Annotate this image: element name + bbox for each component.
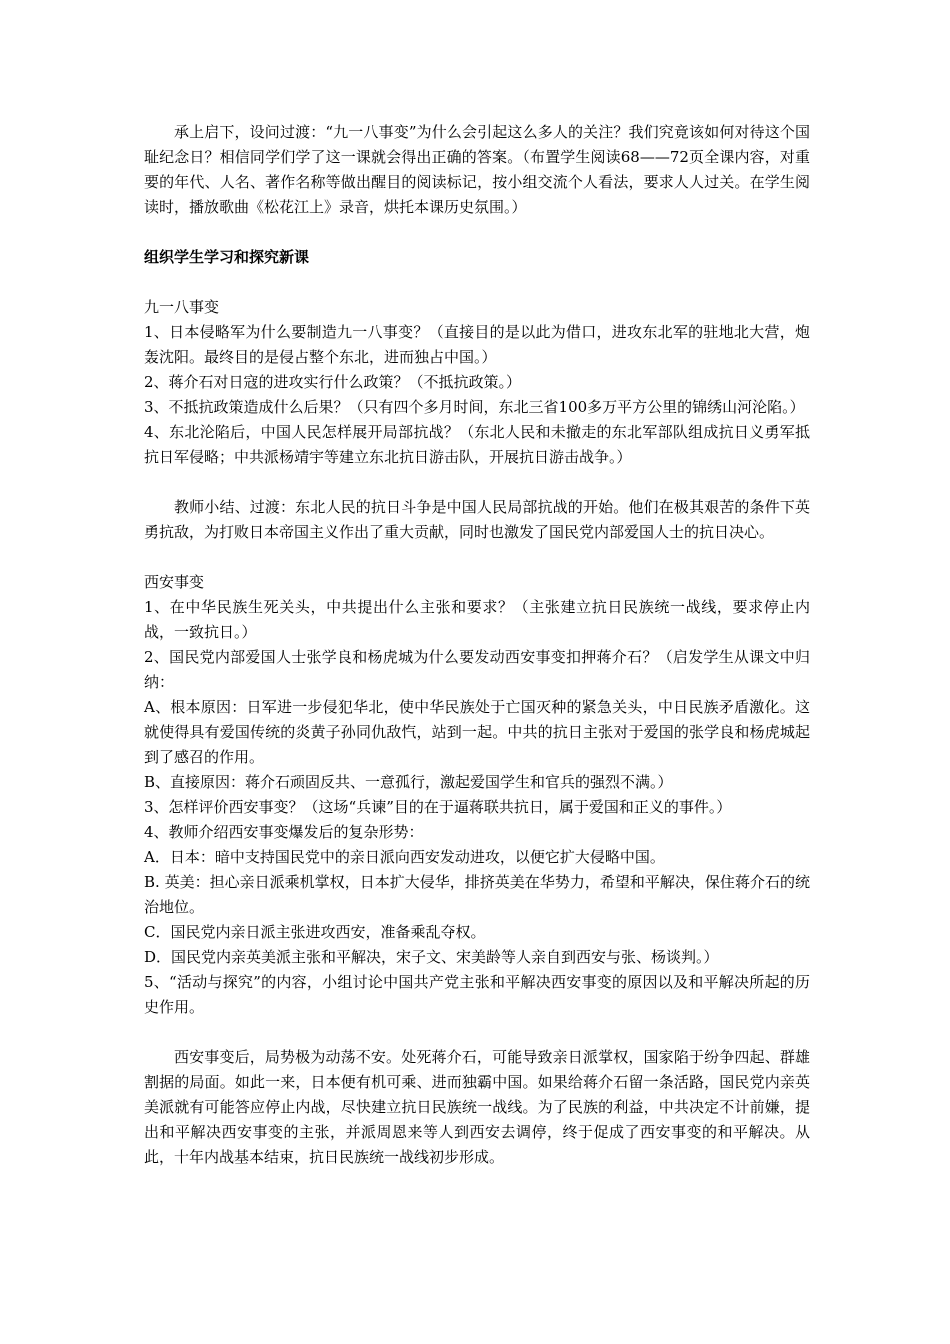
list-item: 2、蒋介石对日寇的进攻实行什么政策？（不抵抗政策。） <box>144 373 522 391</box>
teacher-summary-1: 教师小结、过渡：东北人民的抗日斗争是中国人民局部抗战的开始。他们在极其艰苦的条件下英勇抗敌，为打败日本帝国主义作出了重大贡献，同时也激发了国民党内部爱国人士的抗日决心。 <box>144 498 810 541</box>
list-item: D．国民党内亲英美派主张和平解决，宋子文、宋美龄等人亲自到西安与张、杨谈判。） <box>144 948 719 966</box>
list-item: C．国民党内亲日派主张进攻西安，准备乘乱夺权。 <box>144 923 486 941</box>
list-item: A．日本：暗中支持国民党中的亲日派向西安发动进攻，以便它扩大侵略中国。 <box>144 848 665 866</box>
list-item: 1、在中华民族生死关头，中共提出什么主张和要求？（主张建立抗日民族统一战线，要求停止内战，一致抗日。） <box>144 598 810 641</box>
list-item: 5、“活动与探究”的内容，小组讨论中国共产党主张和平解决西安事变的原因以及和平解决所起的历史作用。 <box>144 973 810 1016</box>
list-item: A、根本原因：日军进一步侵犯华北，使中华民族处于亡国灭种的紧急关头，中日民族矛盾激化。这就使得具有爱国传统的炎黄子孙同仇敌忾，站到一起。中共的抗日主张对于爱国的张学良和杨虎城起到了感召的作用。 <box>144 698 810 766</box>
intro-paragraph: 承上启下，设问过渡：“九一八事变”为什么会引起这么多人的关注？我们究竟该如何对待这个国耻纪念日？相信同学们学了这一课就会得出正确的答案。（布置学生阅读68——72页全课内容，对重要的年代、人名、著作名称等做出醒目的阅读标记，按小组交流个人看法，要求人人过关。在学生阅读时，播放歌曲《松花江上》录音，烘托本课历史氛围。） <box>144 123 810 216</box>
list-item: B. 英美：担心亲日派乘机掌权，日本扩大侵华，排挤英美在华势力，希望和平解决，保住蒋介石的统治地位。 <box>144 873 810 916</box>
list-item: 3、怎样评价西安事变？（这场“兵谏”目的在于逼蒋联共抗日，属于爱国和正义的事件。） <box>144 798 732 816</box>
section-title-xian: 西安事变 <box>144 573 205 591</box>
list-item: 2、国民党内部爱国人士张学良和杨虎城为什么要发动西安事变扣押蒋介石？（启发学生从课文中归纳： <box>144 648 810 691</box>
section-heading: 组织学生学习和探究新课 <box>144 248 310 266</box>
list-item: 3、不抵抗政策造成什么后果？（只有四个多月时间，东北三省100多万平方公里的锦绣山河沦陷。） <box>144 398 805 416</box>
list-item: B、直接原因：蒋介石顽固反共、一意孤行，激起爱国学生和官兵的强烈不满。） <box>144 773 673 791</box>
list-item: 1、日本侵略军为什么要制造九一八事变？（直接目的是以此为借口，进攻东北军的驻地北大营，炮轰沈阳。最终目的是侵占整个东北，进而独占中国。） <box>144 323 810 366</box>
list-item: 4、东北沦陷后，中国人民怎样展开局部抗战？（东北人民和未撤走的东北军部队组成抗日义勇军抵抗日军侵略；中共派杨靖宇等建立东北抗日游击队，开展抗日游击战争。） <box>144 423 810 466</box>
list-item: 4、教师介绍西安事变爆发后的复杂形势： <box>144 823 424 841</box>
section-title-918: 九一八事变 <box>144 298 220 316</box>
document-page <box>144 120 810 1170</box>
teacher-summary-2: 西安事变后，局势极为动荡不安。处死蒋介石，可能导致亲日派掌权，国家陷于纷争四起、群雄割据的局面。如此一来，日本便有机可乘、进而独霸中国。如果给蒋介石留一条活路，国民党内亲英美派就有可能答应停止内战，尽快建立抗日民族统一战线。为了民族的利益，中共决定不计前嫌，提出和平解决西安事变的主张，并派周恩来等人到西安去调停，终于促成了西安事变的和平解决。从此，十年内战基本结束，抗日民族统一战线初步形成。 <box>144 1048 810 1166</box>
